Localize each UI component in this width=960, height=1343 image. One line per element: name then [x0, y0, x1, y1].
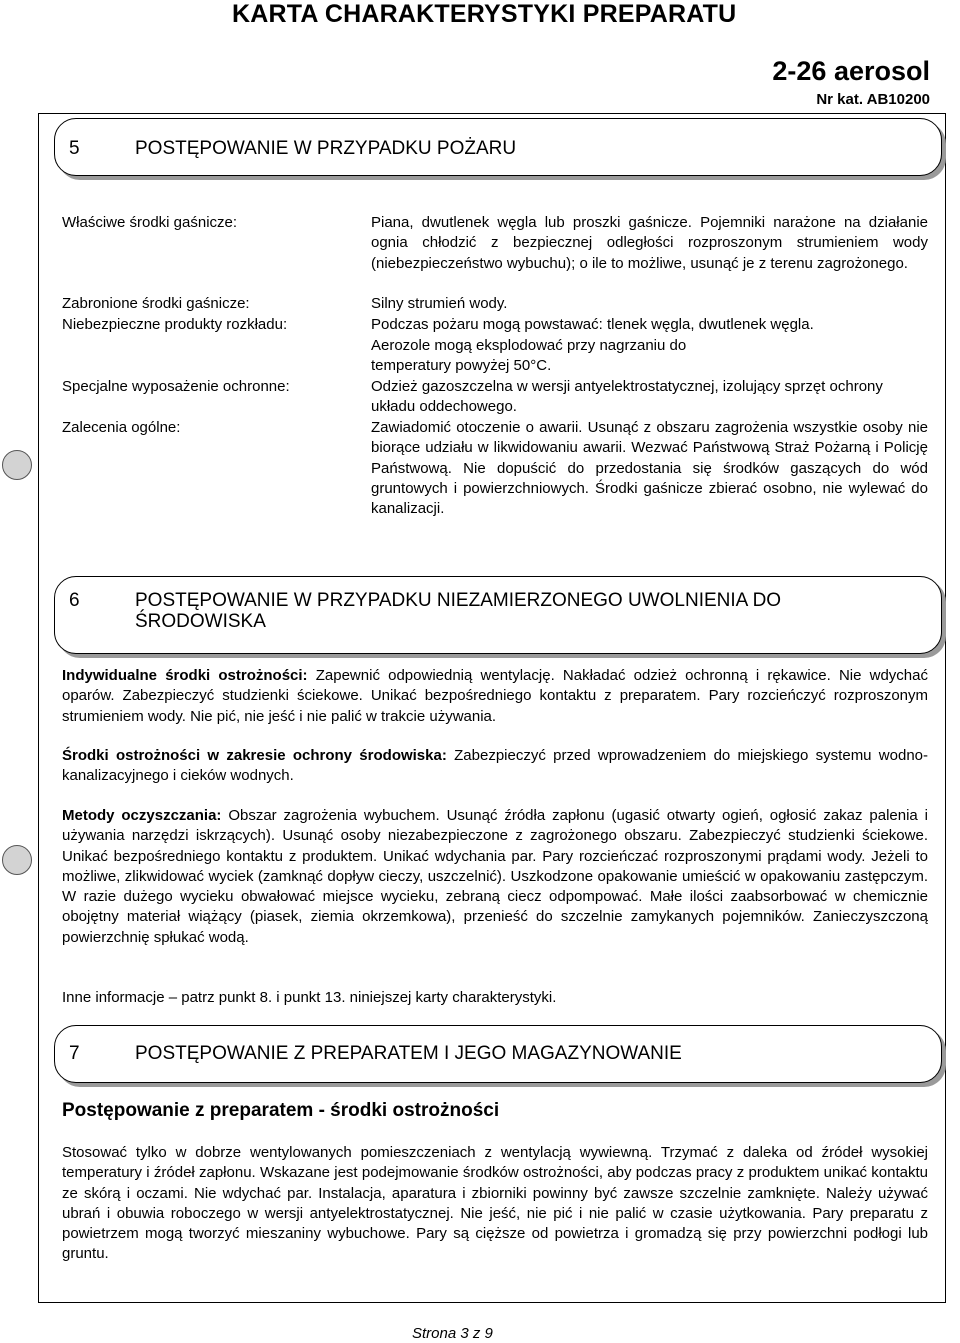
label-protective-equipment: Specjalne wyposażenie ochronne:	[62, 378, 290, 395]
section-7-header	[54, 1025, 942, 1083]
section-6-title	[135, 590, 781, 632]
punch-hole-bottom	[2, 845, 32, 875]
text-other-info: Inne informacje – patrz punkt 8. i punkt 13. niniejszej karty charakterystyki.	[62, 989, 557, 1006]
label-environmental-precautions: Środki ostrożności w zakresie ochrony środowiska:	[62, 747, 447, 764]
page-number: Strona 3 z 9	[412, 1325, 493, 1342]
paragraph-handling-precautions: Stosować tylko w dobrze wentylowanych pomieszczeniach z wentylacją wywiewną. Trzymać z daleka od źródeł wysokiej temperatury i źródeł zapłonu. Wskazane jest podejmowanie środków ostrożności, aby podczas pracy z produktem unikać kontaktu ze skórą i oczami. Nie wdychać par. Instalacja, aparatura i zbiorniki powinny być zawsze szczelnie zamknięte. Należy używać ubrań i obuwia roboczego w wersji antyelektrostatycznej. Nie jeść, nie pić i nie palić w czasie użytkowania. Pary preparatu z powietrzem mogą tworzyć mieszaniny wybuchowe. Pary są cięższe od powietrza i gromadzą się przy powierzchni podłogi lub gruntu.	[62, 1144, 928, 1263]
value-hazardous-products: Podczas pożaru mogą powstawać: tlenek węgla, dwutlenek węgla.	[371, 316, 814, 333]
label-hazardous-products: Niebezpieczne produkty rozkładu:	[62, 316, 288, 333]
text-personal-precautions: Zapewnić odpowiednią wentylację. Nakładać odzież ochronną i rękawice. Nie wdychać oparów. Zabezpieczyć studzienki ściekowe. Unikać bezpośredniego kontaktu z preparatem. Pary rozcieńczyć rozproszonym strumieniem wody. Nie pić, nie jeść i nie palić w trakcie używania.	[62, 667, 928, 725]
value-protective-equipment: Odzież gazoszczelna w wersji antyelektrostatycznej, izolujący sprzęt ochrony układu oddechowego.	[371, 378, 883, 416]
section-5-header	[54, 118, 942, 176]
section-7-subheading: Postępowanie z preparatem - środki ostrożności	[62, 1100, 500, 1121]
section-6-header	[54, 576, 942, 654]
paragraph-cleanup-methods	[62, 806, 928, 948]
value-extinguishing-media: Piana, dwutlenek węgla lub proszki gaśnicze. Pojemniki narażone na działanie ognia chłodzić z bezpiecznej odległości rozproszonym strumieniem wody (niebezpieczeństwo wybuchu); o ile to możliwe, usunąć je z terenu zagrożonego.	[371, 214, 928, 272]
value-hazardous-products-aerosol: Aerozole mogą eksplodować przy nagrzaniu do temperatury powyżej 50°C.	[371, 337, 687, 375]
section-7-title: POSTĘPOWANIE Z PREPARATEM I JEGO MAGAZYNOWANIE	[135, 1043, 682, 1064]
label-general-advice: Zalecenia ogólne:	[62, 419, 181, 436]
section-7-number: 7	[69, 1043, 80, 1064]
value-forbidden-media: Silny strumień wody.	[371, 295, 508, 312]
paragraph-environmental-precautions	[62, 746, 928, 787]
section-6-title-line-1: POSTĘPOWANIE W PRZYPADKU NIEZAMIERZONEGO UWOLNIENIA DO	[135, 590, 782, 611]
product-name: 2-26 aerosol	[772, 56, 930, 86]
label-extinguishing-media: Właściwe środki gaśnicze:	[62, 214, 238, 231]
label-forbidden-media: Zabronione środki gaśnicze:	[62, 295, 250, 312]
punch-hole-top	[2, 450, 32, 480]
label-cleanup-methods: Metody oczyszczania:	[62, 807, 222, 824]
paragraph-other-info	[62, 988, 928, 1008]
text-cleanup-methods: Obszar zagrożenia wybuchem. Usunąć źródła zapłonu (ugasić otwarty ogień, ogłosić zakaz palenia i używania narzędzi iskrzących). Usunąć osoby niezabezpieczone z zagrożonego obszaru. Zabezpieczyć studzienki ściekowe. Unikać bezpośredniego kontaktu z produktem. Unikać wdychania par. Pary rozcieńczać rozproszonymi prądami wody. Jeżeli to możliwe, zlikwidować wyciek (zamknąć dopływ cieczy, uszczelnić). Uszkodzone opakowanie umieścić w opakowaniu zastępczym. W razie dużego wycieku obwałować miejsce wycieku, zebraną ciecz odpompować. Małe ilości zaabsorbować w chemicznie obojętny materiał wiążący (piasek, ziemia okrzemkowa), przenieść do szczelnie zamykanych pojemników. Zanieczyszczoną powierzchnię spłukać wodą.	[62, 807, 928, 946]
paragraph-personal-precautions	[62, 666, 928, 727]
section-5-number: 5	[69, 138, 80, 159]
label-personal-precautions: Indywidualne środki ostrożności:	[62, 667, 308, 684]
section-6-title-line-2: ŚRODOWISKA	[135, 611, 266, 632]
text-environmental-precautions: Zabezpieczyć przed wprowadzeniem do miejskiego systemu wodno-kanalizacyjnego i cieków wodnych.	[62, 747, 929, 785]
document-title: KARTA CHARAKTERYSTYKI PREPARATU	[232, 0, 737, 28]
section-6-number: 6	[69, 590, 80, 611]
catalog-number: Nr kat. AB10200	[816, 91, 930, 108]
value-general-advice: Zawiadomić otoczenie o awarii. Usunąć z obszaru zagrożenia wszystkie osoby nie biorące udziału w likwidowaniu awarii. Wezwać Państwową Straż Pożarną i Policję Państwową. Nie dopuścić do przedostania się środków gaszących do wód gruntowych i powierzchniowych. Środki gaśnicze zbierać osobno, nie wylewać do kanalizacji.	[371, 419, 928, 518]
section-5-title: POSTĘPOWANIE W PRZYPADKU POŻARU	[135, 138, 517, 159]
